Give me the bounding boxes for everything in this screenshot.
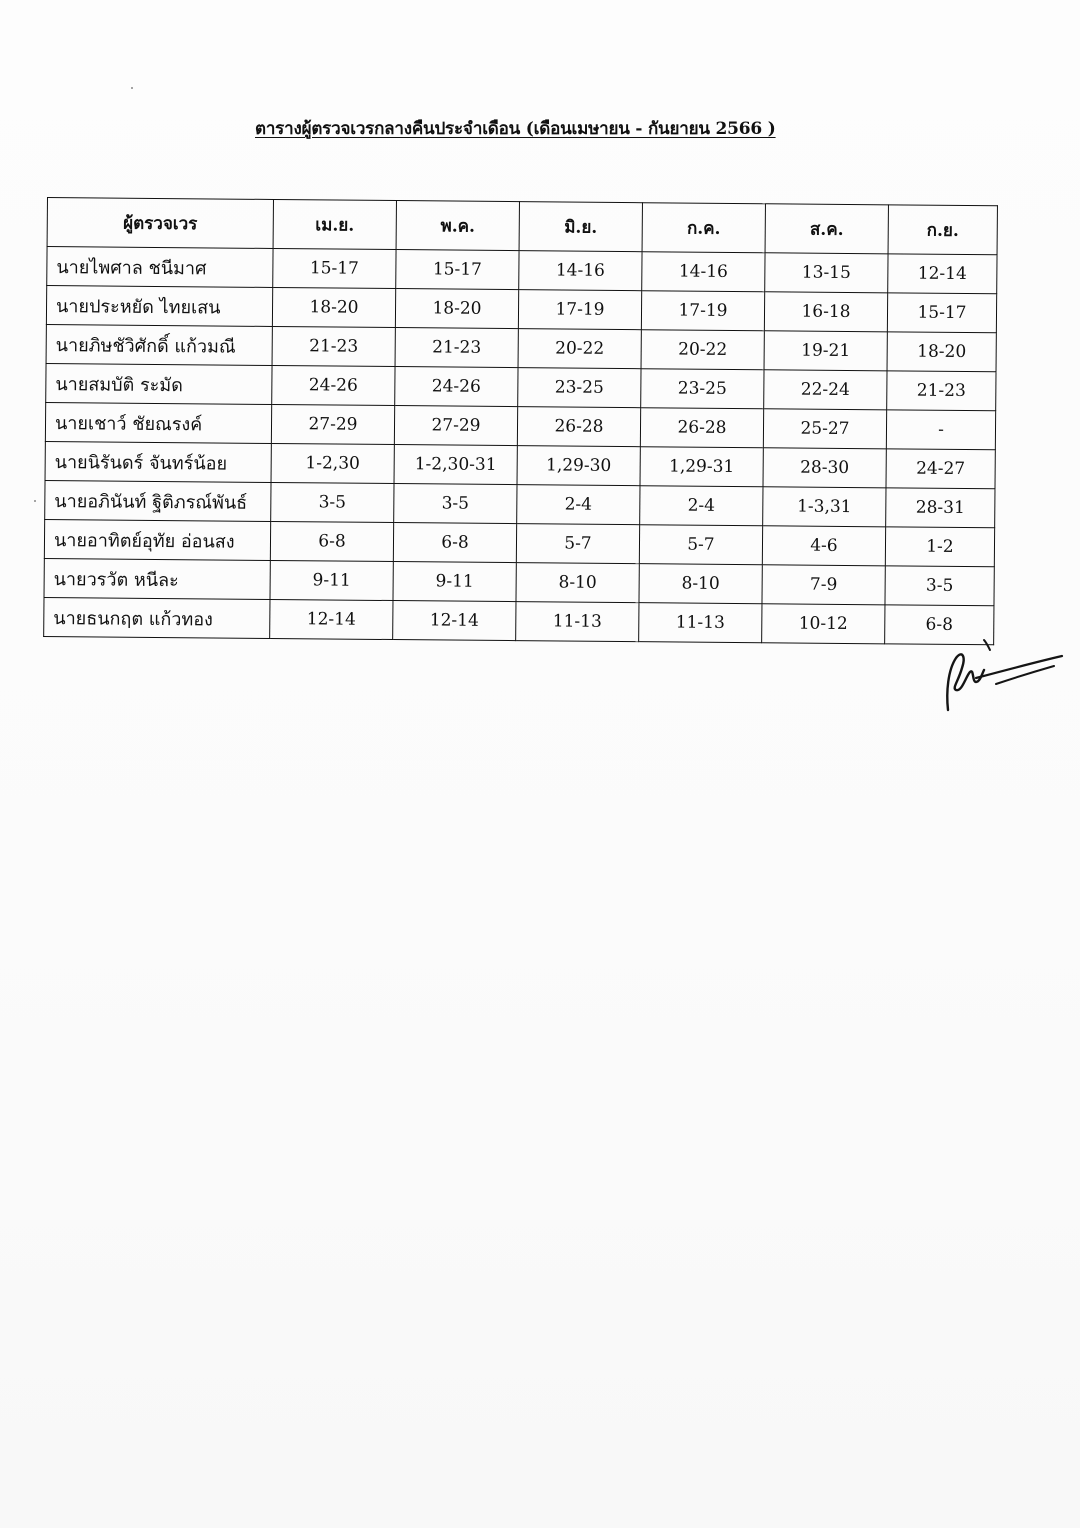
inspector-name: นายธนกฤต แก้วทอง [44,597,270,638]
duty-days: 11-13 [516,602,639,642]
duty-days: 25-27 [763,409,886,449]
duty-days: - [886,410,995,450]
duty-days: 26-28 [640,408,763,448]
duty-days: 2-4 [640,486,763,526]
duty-days: 24-27 [886,449,995,489]
duty-days: 15-17 [396,250,519,290]
inspector-name: นายภิษชัวิศักดิ์ แก้วมณี [46,324,272,365]
duty-days: 10-12 [762,604,885,644]
header-month: ก.ค. [642,203,765,253]
duty-days: 13-15 [765,253,888,293]
duty-days: 6-8 [270,521,393,561]
duty-days: 1,29-30 [517,446,640,486]
schedule-table [43,197,998,645]
inspector-name: นายอภินันท์ ฐิติภรณ์พันธ์ [45,480,271,521]
duty-days: 1,29-31 [640,447,763,487]
table-row [44,597,994,644]
duty-days: 20-22 [641,330,764,370]
page-title: ตารางผู้ตรวจเวรกลางคืนประจำเดือน (เดือนเมษายน - กันยายน 2566 ) [255,119,776,139]
duty-days: 14-16 [642,252,765,292]
duty-days: 17-19 [641,291,764,331]
duty-days: 11-13 [639,603,762,643]
duty-days: 1-3,31 [763,487,886,527]
duty-days: 14-16 [519,251,642,291]
duty-days: 12-14 [270,599,393,639]
duty-days: 9-11 [393,562,516,602]
schedule-table-wrapper [43,197,997,645]
header-month: มิ.ย. [519,202,642,252]
inspector-name: นายไพศาล ชนีมาศ [47,247,273,288]
duty-days: 23-25 [641,369,764,409]
duty-days: 17-19 [518,290,641,330]
inspector-name: นายนิรันดร์ จันทร์น้อย [45,441,271,482]
duty-days: 1-2,30-31 [394,445,517,485]
duty-days: 1-2 [885,527,994,567]
duty-days: 27-29 [394,406,517,446]
duty-days: 9-11 [270,560,393,600]
duty-days: 24-26 [395,367,518,407]
duty-days: 6-8 [393,523,516,563]
duty-days: 26-28 [517,407,640,447]
inspector-name: นายอาทิตย์อุทัย อ่อนสง [44,519,270,560]
header-month: พ.ค. [396,201,519,251]
duty-days: 23-25 [518,368,641,408]
duty-days: 18-20 [395,289,518,329]
duty-days: 22-24 [764,370,887,410]
header-month: ส.ค. [765,204,888,254]
inspector-name: นายเชาว์ ชัยณรงค์ [45,402,271,443]
duty-days: 18-20 [887,332,996,372]
header-row [47,198,997,255]
header-month: เม.ย. [273,199,396,249]
header-inspector: ผู้ตรวจเวร [47,198,273,249]
duty-days: 28-31 [886,488,995,528]
duty-days: 28-30 [763,448,886,488]
duty-days: 2-4 [517,485,640,525]
duty-days: 3-5 [885,566,994,606]
duty-days: 3-5 [394,484,517,524]
duty-days: 7-9 [762,565,885,605]
duty-days: 1-2,30 [271,443,394,483]
duty-days: 5-7 [516,524,639,564]
duty-days: 6-8 [885,605,994,645]
header-month: ก.ย. [888,205,997,255]
duty-days: 5-7 [639,525,762,565]
duty-days: 19-21 [764,331,887,371]
duty-days: 20-22 [518,329,641,369]
inspector-name: นายสมบัติ ระมัด [46,363,272,404]
scan-speck [34,500,36,502]
duty-days: 15-17 [273,248,396,288]
duty-days: 4-6 [762,526,885,566]
inspector-name: นายประหยัด ไทยเสน [46,286,272,327]
duty-days: 15-17 [887,293,996,333]
duty-days: 8-10 [639,564,762,604]
scan-speck [131,87,133,89]
duty-days: 3-5 [271,482,394,522]
duty-days: 27-29 [271,404,394,444]
signature [936,632,1066,712]
duty-days: 21-23 [887,371,996,411]
duty-days: 18-20 [272,287,395,327]
duty-days: 21-23 [272,326,395,366]
duty-days: 12-14 [393,601,516,641]
duty-days: 12-14 [888,254,997,294]
inspector-name: นายวรวัต หนีละ [44,558,270,599]
duty-days: 24-26 [272,365,395,405]
duty-days: 16-18 [764,292,887,332]
duty-days: 21-23 [395,328,518,368]
duty-days: 8-10 [516,563,639,603]
